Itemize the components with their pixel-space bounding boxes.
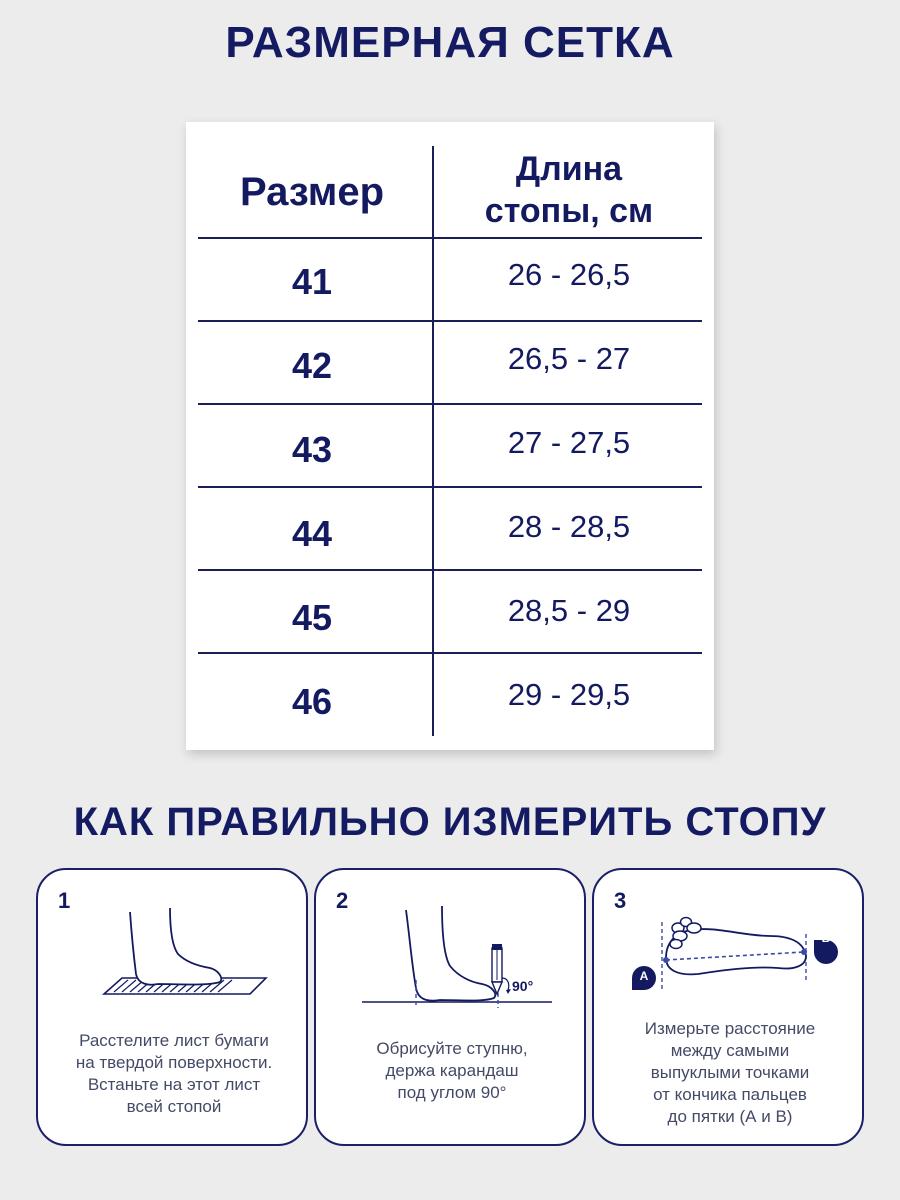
step-number: 2: [336, 888, 349, 913]
step-line: между самыми: [670, 1041, 790, 1060]
length-cell: 26 - 26,5: [507, 257, 631, 292]
step-line: на твердой поверхности.: [75, 1053, 273, 1072]
how-to-measure-title: КАК ПРАВИЛЬНО ИЗМЕРИТЬ СТОПУ: [73, 800, 827, 844]
table-row: [186, 575, 714, 658]
length-cell: 29 - 29,5: [507, 677, 631, 712]
step-line: держа карандаш: [385, 1061, 519, 1080]
row-divider: [198, 403, 702, 405]
table-row: [186, 491, 714, 574]
length-cell: 28 - 28,5: [507, 509, 631, 544]
step-card-3: [592, 868, 864, 1146]
foot-measure-icon: [594, 870, 866, 1020]
step-line: под углом 90°: [397, 1083, 507, 1102]
row-divider: [198, 486, 702, 488]
length-cell: 27 - 27,5: [507, 425, 631, 460]
size-cell: 42: [291, 345, 333, 386]
row-divider: [198, 652, 702, 654]
step-description: [48, 1030, 300, 1118]
size-cell: 44: [291, 513, 333, 554]
step-card-1: [36, 868, 308, 1146]
header-size: Размер: [239, 170, 385, 214]
step-line: всей стопой: [126, 1097, 222, 1116]
pencil-icon: [492, 944, 502, 994]
size-cell: 43: [291, 429, 333, 470]
header-length: [436, 148, 702, 232]
point-b-label: B: [821, 931, 831, 945]
length-cell: 28,5 - 29: [507, 593, 631, 628]
foot-on-paper-icon: [38, 870, 310, 1020]
size-cell: 41: [291, 261, 333, 302]
page-title: РАЗМЕРНАЯ СЕТКА: [225, 18, 675, 67]
step-number: 3: [614, 888, 627, 913]
header-length-line1: Длина: [515, 150, 623, 188]
table-row: [186, 323, 714, 406]
row-divider: [198, 569, 702, 571]
table-row: [186, 659, 714, 742]
size-cell: 46: [291, 681, 333, 722]
step-description: [326, 1038, 578, 1104]
table-row: [186, 407, 714, 490]
step-line: Встаньте на этот лист: [87, 1075, 261, 1094]
row-divider: [198, 320, 702, 322]
table-row: [186, 239, 714, 322]
foot-trace-pencil-icon: [316, 870, 588, 1020]
size-cell: 45: [291, 597, 333, 638]
angle-label: 90°: [512, 978, 534, 994]
step-line: выпуклыми точками: [650, 1063, 810, 1082]
length-cell: 26,5 - 27: [507, 341, 631, 376]
step-line: от кончика пальцев: [653, 1085, 807, 1104]
step-line: Расстелите лист бумаги: [79, 1031, 269, 1050]
step-line: Измерьте расстояние: [644, 1019, 816, 1038]
header-length-line2: стопы, см: [484, 192, 654, 230]
step-line: до пятки (А и В): [667, 1107, 793, 1126]
step-card-2: [314, 868, 586, 1146]
step-description: [604, 1018, 856, 1128]
step-number: 1: [58, 888, 71, 913]
size-table: [186, 122, 714, 750]
point-a-label: A: [639, 969, 649, 983]
step-line: Обрисуйте ступню,: [376, 1039, 528, 1058]
